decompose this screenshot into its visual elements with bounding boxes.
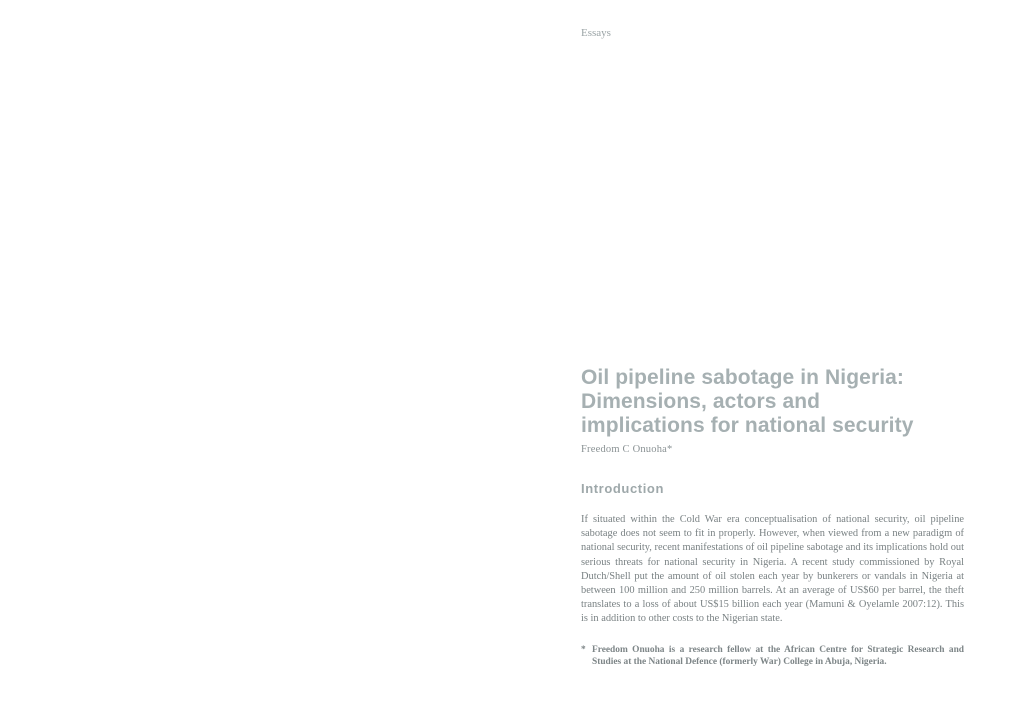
title-line: Dimensions, actors and (581, 390, 821, 413)
title-line: Oil pipeline sabotage in Nigeria: (581, 366, 905, 389)
article-title (581, 366, 964, 438)
body-paragraph: If situated within the Cold War era conceptualisation of national security, oil pipeline sabotage does not seem to fit in properly. However, when viewed from a new paradigm of national security, recent manifestations of oil pipeline sabotage and its implications hold out serious threats for national security in Nigeria. A recent study commissioned by Royal Dutch/Shell put the amount of oil stolen each year by bunkerers or vandals in Nigeria at between 100 million and 250 million barrels. At an average of US$60 per barrel, the theft translates to a loss of about US$15 billion each year (Mamuni & Oyelamle 2007:12). This is in addition to other costs to the Nigerian state. (581, 514, 964, 625)
author-byline: Freedom C Onuoha* (581, 444, 673, 455)
article (581, 366, 964, 669)
title-line: implications for national security (581, 414, 914, 437)
section-heading-introduction: Introduction (581, 481, 665, 496)
footnote-marker: * (581, 644, 586, 655)
running-head: Essays (581, 27, 611, 39)
footnote-text: Freedom Onuoha is a research fellow at the African Centre for Strategic Research and Studies at the National Defence (formerly War) College in Abuja, Nigeria. (592, 644, 964, 668)
author-footnote (581, 644, 964, 669)
